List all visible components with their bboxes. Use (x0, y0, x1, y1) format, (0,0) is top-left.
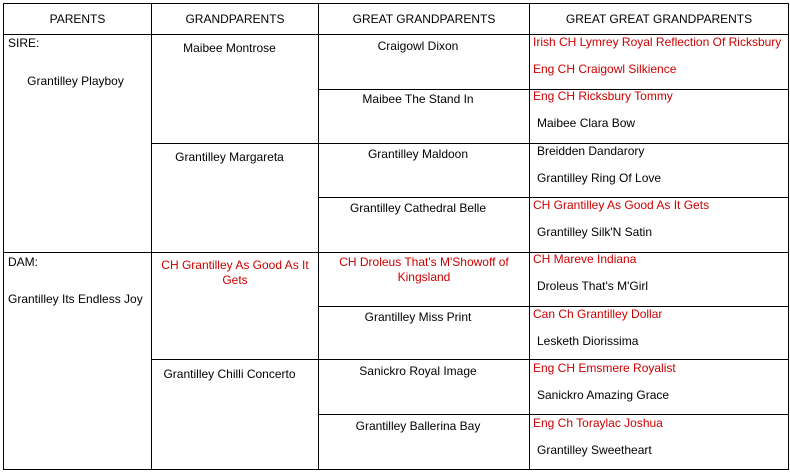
great-great-grandparent-name: Eng CH Emsmere Royalist (533, 361, 676, 375)
row-divider (3, 252, 788, 253)
column-divider (318, 3, 319, 470)
header-great-great-grandparents: GREAT GREAT GRANDPARENTS (565, 12, 753, 26)
grandparent-name: Grantilley Chilli Concerto (163, 367, 296, 381)
column-divider (788, 3, 789, 470)
dam-label: DAM: (8, 255, 38, 269)
row-divider (151, 143, 788, 144)
row-divider (3, 469, 789, 470)
header-great-grandparents: GREAT GRANDPARENTS (352, 12, 496, 26)
row-divider (318, 414, 788, 415)
great-grandparent-name: CH Droleus That's M'Showoff of Kingsland (339, 255, 509, 284)
great-great-grandparent-name: CH Grantilley As Good As It Gets (533, 198, 710, 212)
great-great-grandparent-name: Eng Ch Toraylac Joshua (533, 416, 663, 430)
header-grandparents: GRANDPARENTS (185, 12, 285, 26)
great-grandparent-name: Grantilley Miss Print (364, 310, 472, 324)
great-great-grandparent-name: Grantilley Sweetheart (537, 443, 652, 457)
great-grandparent-name: Grantilley Ballerina Bay (355, 419, 481, 433)
column-divider (529, 3, 530, 470)
great-great-grandparent-name: Can Ch Grantilley Dollar (533, 307, 663, 321)
sire-name: Grantilley Playboy (27, 74, 124, 88)
great-great-grandparent-name: Sanickro Amazing Grace (537, 388, 670, 402)
grandparent-name: Grantilley Margareta (175, 150, 284, 164)
great-grandparent-name: Craigowl Dixon (377, 39, 459, 53)
great-great-grandparent-name: Droleus That's M'Girl (537, 279, 649, 293)
great-grandparent-name: Sanickro Royal Image (359, 364, 477, 378)
column-divider (151, 3, 152, 470)
row-divider (3, 3, 788, 4)
great-great-grandparent-name: Grantilley Ring Of Love (537, 171, 662, 185)
grandparent-name: Maibee Montrose (183, 41, 276, 55)
sire-label: SIRE: (8, 36, 40, 50)
dam-name: Grantilley Its Endless Joy (8, 292, 143, 306)
great-great-grandparent-name: Maibee Clara Bow (537, 116, 636, 130)
great-great-grandparent-name: Eng CH Ricksbury Tommy (533, 89, 673, 103)
great-great-grandparent-name: Breidden Dandarory (537, 144, 645, 158)
grandparent-name: CH Grantilley As Good As It Gets (161, 258, 309, 287)
great-great-grandparent-name: Irish CH Lymrey Royal Reflection Of Ricksbury (533, 35, 782, 49)
row-divider (151, 359, 788, 360)
great-grandparent-name: Maibee The Stand In (362, 92, 474, 106)
great-grandparent-name: Grantilley Cathedral Belle (349, 201, 487, 215)
great-great-grandparent-name: Lesketh Diorissima (537, 334, 639, 348)
great-great-grandparent-name: Eng CH Craigowl Silkience (533, 62, 677, 76)
great-great-grandparent-name: Grantilley Silk'N Satin (537, 225, 652, 239)
great-great-grandparent-name: CH Mareve Indiana (533, 252, 637, 266)
header-parents: PARENTS (49, 12, 106, 26)
great-grandparent-name: Grantilley Maldoon (367, 147, 469, 161)
